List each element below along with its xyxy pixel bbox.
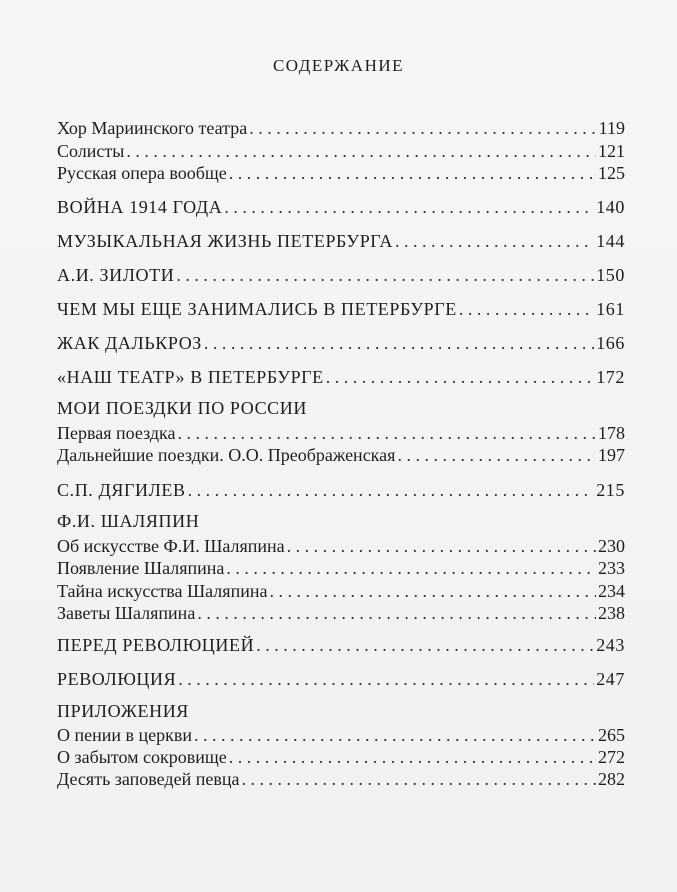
dot-leader <box>204 332 594 354</box>
dot-leader <box>256 634 594 656</box>
dot-leader <box>459 298 594 320</box>
toc-entry-label: Заветы Шаляпина <box>57 603 196 623</box>
toc-entry-label: О забытом сокровище <box>57 747 227 767</box>
toc-entry-page-number: 230 <box>598 536 625 556</box>
dot-leader <box>249 117 596 139</box>
toc-entry[interactable] <box>57 196 625 218</box>
toc-entry[interactable] <box>57 634 625 656</box>
dot-leader <box>287 535 596 557</box>
toc-entry-page-number: 119 <box>598 118 625 138</box>
toc-entry-label: ВОЙНА 1914 ГОДА <box>57 197 223 217</box>
toc-entry-label: Дальнейшие поездки. О.О. Преображенская <box>57 445 396 465</box>
toc-entry[interactable] <box>57 746 625 768</box>
toc-entry-page-number: 121 <box>598 141 625 161</box>
toc-entry-label: «НАШ ТЕАТР» В ПЕТЕРБУРГЕ <box>57 367 324 387</box>
toc-entry-page-number: 197 <box>598 445 625 465</box>
toc-entry[interactable] <box>57 602 625 624</box>
toc-entry[interactable] <box>57 298 625 320</box>
toc-entry[interactable] <box>57 444 625 466</box>
dot-leader <box>194 724 596 746</box>
toc-entry-label: Тайна искусства Шаляпина <box>57 581 268 601</box>
toc-entry-page-number: 272 <box>598 747 625 767</box>
dot-leader <box>224 196 594 218</box>
toc-entry-label: Солисты <box>57 141 125 161</box>
toc-entry-page-number: 125 <box>598 163 625 183</box>
toc-entry-page-number: 233 <box>598 558 625 578</box>
toc-entry-page-number: 144 <box>596 231 625 251</box>
dot-leader <box>397 444 596 466</box>
toc-entry[interactable] <box>57 332 625 354</box>
toc-entry[interactable] <box>57 140 625 162</box>
toc-entry-page-number: 238 <box>598 603 625 623</box>
dot-leader <box>395 230 594 252</box>
toc-entry-label: ЧЕМ МЫ ЕЩЕ ЗАНИМАЛИСЬ В ПЕТЕРБУРГЕ <box>57 299 457 319</box>
toc-entry-page-number: 234 <box>598 581 625 601</box>
page-title: СОДЕРЖАНИЕ <box>272 56 405 75</box>
dot-leader <box>269 580 596 602</box>
toc-entry-label: Первая поездка <box>57 423 176 443</box>
toc-entry[interactable] <box>57 724 625 746</box>
toc-entry-label: ЖАК ДАЛЬКРОЗ <box>57 333 202 353</box>
toc-entry-page-number: 166 <box>596 333 625 353</box>
dot-leader <box>178 422 597 444</box>
toc-entry-page-number: 150 <box>596 265 625 285</box>
dot-leader <box>126 140 596 162</box>
toc-entry[interactable] <box>57 162 625 184</box>
toc-entry-page-number: 247 <box>596 669 625 689</box>
toc-entry-label: Русская опера вообще <box>57 163 227 183</box>
toc-entry[interactable] <box>57 557 625 579</box>
toc-entry-label: МУЗЫКАЛЬНАЯ ЖИЗНЬ ПЕТЕРБУРГА <box>57 231 393 251</box>
toc-entry-label: РЕВОЛЮЦИЯ <box>57 669 177 689</box>
toc-entry[interactable] <box>57 264 625 286</box>
toc-entry[interactable] <box>57 580 625 602</box>
toc-entry[interactable] <box>57 479 625 501</box>
toc-entry-label: О пении в церкви <box>57 725 193 745</box>
toc-entry-label: С.П. ДЯГИЛЕВ <box>57 480 186 500</box>
toc-entry[interactable] <box>57 366 625 388</box>
toc-entry-page-number: 265 <box>598 725 625 745</box>
toc-entry-page-number: 215 <box>596 480 625 500</box>
toc-entry[interactable] <box>57 230 625 252</box>
toc-entry-label: Появление Шаляпина <box>57 558 225 578</box>
dot-leader <box>326 366 594 388</box>
dot-leader <box>241 768 596 790</box>
toc-entry-label: ПЕРЕД РЕВОЛЮЦИЕЙ <box>57 635 255 655</box>
dot-leader <box>178 668 594 690</box>
toc-entry[interactable] <box>57 117 625 139</box>
toc-entry-label: Десять заповедей певца <box>57 769 240 789</box>
toc-entry-page-number: 161 <box>596 299 625 319</box>
toc-entry-label: Об искусстве Ф.И. Шаляпина <box>57 536 285 556</box>
toc-entry-page-number: 172 <box>596 367 625 387</box>
toc-entry-page-number: 243 <box>596 635 625 655</box>
dot-leader <box>229 746 596 768</box>
dot-leader <box>188 479 595 501</box>
toc-section-heading: ПРИЛОЖЕНИЯ <box>57 701 189 721</box>
toc-entry-label: А.И. ЗИЛОТИ <box>57 265 175 285</box>
toc-entry-page-number: 282 <box>598 769 625 789</box>
toc-entry[interactable] <box>57 535 625 557</box>
dot-leader <box>229 162 596 184</box>
toc-entry-page-number: 178 <box>598 423 625 443</box>
toc-entry-page-number: 140 <box>596 197 625 217</box>
toc-entry-label: Хор Мариинского театра <box>57 118 248 138</box>
toc-entry[interactable] <box>57 768 625 790</box>
dot-leader <box>176 264 594 286</box>
toc-entry[interactable] <box>57 422 625 444</box>
dot-leader <box>226 557 596 579</box>
dot-leader <box>197 602 596 624</box>
toc-section-heading: Ф.И. ШАЛЯПИН <box>57 511 200 531</box>
toc-entry[interactable] <box>57 668 625 690</box>
toc-section-heading: МОИ ПОЕЗДКИ ПО РОССИИ <box>57 398 307 418</box>
